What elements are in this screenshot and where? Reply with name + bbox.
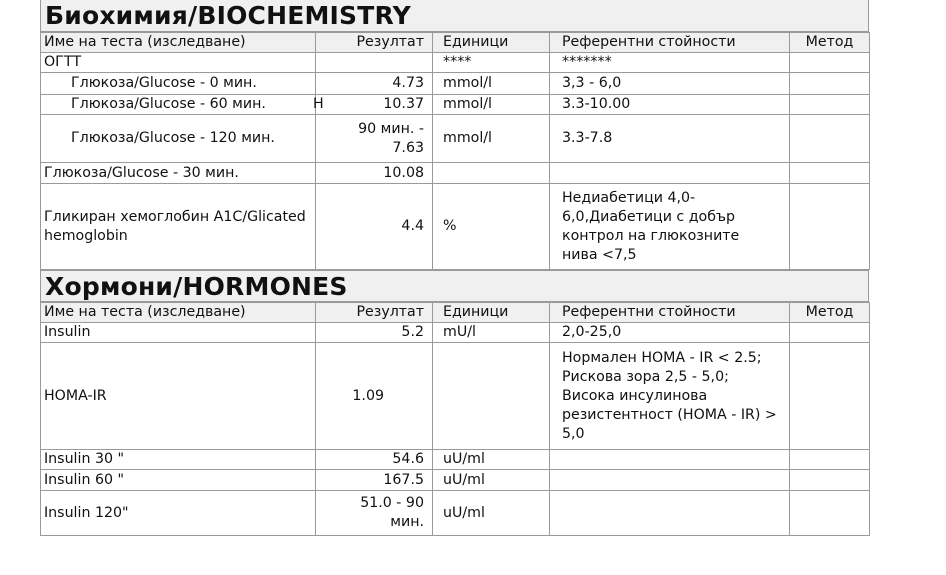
test-result: 51.0 - 90 мин. bbox=[316, 491, 433, 536]
test-result: 1.09 bbox=[316, 343, 433, 450]
test-units bbox=[433, 163, 550, 184]
section-title: Биохимия/BIOCHEMISTRY bbox=[45, 1, 411, 30]
table-row bbox=[41, 95, 870, 115]
table-row bbox=[41, 343, 870, 450]
test-name: Insulin 120" bbox=[41, 491, 316, 536]
test-units: mU/l bbox=[433, 323, 550, 343]
biochemistry-section bbox=[40, 0, 869, 270]
table-header-row bbox=[41, 33, 870, 53]
col-header-result: Резултат bbox=[316, 303, 433, 323]
test-name: Глюкоза/Glucose - 0 мин. bbox=[41, 73, 316, 95]
test-name: Глюкоза/Glucose - 30 мин. bbox=[41, 163, 316, 184]
test-name-cell bbox=[41, 95, 324, 115]
test-reference: 3.3-7.8 bbox=[550, 115, 790, 163]
test-result: 167.5 bbox=[316, 470, 433, 491]
test-units: uU/ml bbox=[433, 491, 550, 536]
table-row bbox=[41, 163, 870, 184]
test-reference: 2,0-25,0 bbox=[550, 323, 790, 343]
test-method bbox=[790, 450, 870, 470]
section-title: Хормони/HORMONES bbox=[45, 272, 348, 301]
table-row bbox=[41, 450, 870, 470]
test-method bbox=[790, 491, 870, 536]
test-name: Insulin bbox=[41, 323, 316, 343]
test-units: uU/ml bbox=[433, 450, 550, 470]
lab-report bbox=[40, 0, 869, 575]
test-units: mmol/l bbox=[433, 95, 550, 115]
col-header-reference: Референтни стойности bbox=[550, 303, 790, 323]
section-heading bbox=[40, 0, 869, 32]
high-flag: H bbox=[313, 96, 324, 112]
test-result: 54.6 bbox=[316, 450, 433, 470]
test-method bbox=[790, 163, 870, 184]
table-header-row bbox=[41, 303, 870, 323]
col-header-units: Единици bbox=[433, 33, 550, 53]
test-reference: 3.3-10.00 bbox=[550, 95, 790, 115]
test-method bbox=[790, 53, 870, 73]
test-method bbox=[790, 115, 870, 163]
test-name: HOMA-IR bbox=[41, 343, 316, 450]
test-reference: ******* bbox=[550, 53, 790, 73]
test-name: ОГТТ bbox=[41, 53, 316, 73]
test-name: Глюкоза/Glucose - 120 мин. bbox=[41, 115, 316, 163]
table-row bbox=[41, 491, 870, 536]
test-name: Insulin 30 " bbox=[41, 450, 316, 470]
col-header-name: Име на теста (изследване) bbox=[41, 303, 316, 323]
test-result bbox=[316, 53, 433, 73]
table-row bbox=[41, 115, 870, 163]
test-method bbox=[790, 323, 870, 343]
test-name: Гликиран хемоглобин A1C/Glicated hemoglobin bbox=[41, 184, 316, 270]
test-units: mmol/l bbox=[433, 115, 550, 163]
test-reference: Недиабетици 4,0-6,0,Диабетици с добър контрол на глюкозните нива <7,5 bbox=[550, 184, 790, 270]
test-method bbox=[790, 95, 870, 115]
test-units: mmol/l bbox=[433, 73, 550, 95]
test-result: 4.73 bbox=[316, 73, 433, 95]
test-result: 10.37 bbox=[316, 95, 433, 115]
col-header-result: Резултат bbox=[316, 33, 433, 53]
test-reference bbox=[550, 450, 790, 470]
test-reference bbox=[550, 470, 790, 491]
col-header-units: Единици bbox=[433, 303, 550, 323]
col-header-name: Име на теста (изследване) bbox=[41, 33, 316, 53]
col-header-method: Метод bbox=[790, 303, 870, 323]
test-units: uU/ml bbox=[433, 470, 550, 491]
table-row bbox=[41, 470, 870, 491]
col-header-method: Метод bbox=[790, 33, 870, 53]
test-reference bbox=[550, 163, 790, 184]
test-units: **** bbox=[433, 53, 550, 73]
table-row bbox=[41, 73, 870, 95]
test-method bbox=[790, 470, 870, 491]
test-name: Глюкоза/Glucose - 60 мин. bbox=[71, 96, 266, 112]
test-reference bbox=[550, 491, 790, 536]
test-result: 5.2 bbox=[316, 323, 433, 343]
table-row bbox=[41, 323, 870, 343]
col-header-reference: Референтни стойности bbox=[550, 33, 790, 53]
hormones-section bbox=[40, 270, 869, 536]
results-table bbox=[40, 32, 870, 270]
test-reference: 3,3 - 6,0 bbox=[550, 73, 790, 95]
test-method bbox=[790, 184, 870, 270]
results-table bbox=[40, 302, 870, 536]
table-row bbox=[41, 184, 870, 270]
test-result: 90 мин. - 7.63 bbox=[316, 115, 433, 163]
test-method bbox=[790, 73, 870, 95]
test-result: 10.08 bbox=[316, 163, 433, 184]
test-name: Insulin 60 " bbox=[41, 470, 316, 491]
test-units bbox=[433, 343, 550, 450]
test-units: % bbox=[433, 184, 550, 270]
test-result: 4.4 bbox=[316, 184, 433, 270]
test-reference: Нормален HOMA - IR < 2.5; Рискова зора 2,5 - 5,0; Висока инсулинова резистентност (HOMA - IR) > 5,0 bbox=[550, 343, 790, 450]
test-method bbox=[790, 343, 870, 450]
table-row bbox=[41, 53, 870, 73]
section-heading bbox=[40, 270, 869, 302]
